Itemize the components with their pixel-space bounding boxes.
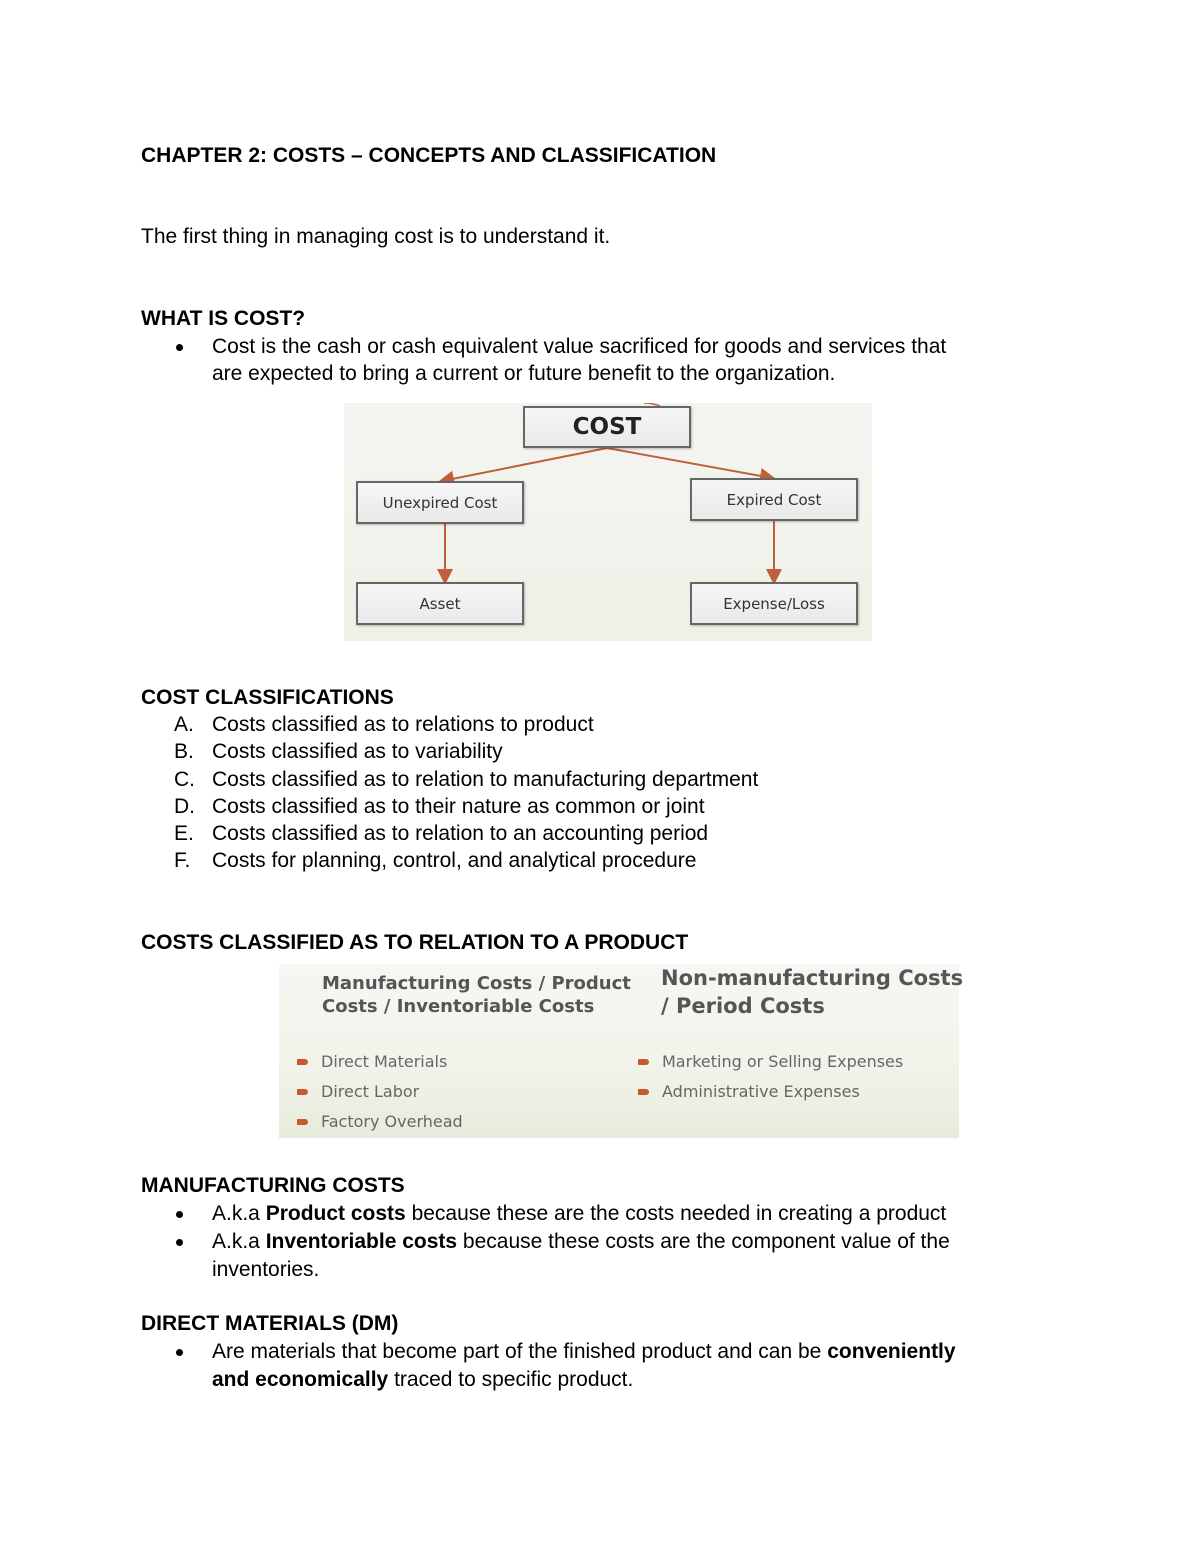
cost-diagram [344, 403, 872, 641]
text-run: traced to specific product. [388, 1368, 634, 1391]
list-marker: C. [174, 768, 195, 791]
list-item: Costs classified as to their nature as common or joint [212, 795, 705, 818]
inventoriable-costs-bullet-cont: inventories. [212, 1258, 320, 1281]
list-item: Costs for planning, control, and analytical procedure [212, 849, 697, 872]
text-run: because these are the costs needed in creating a product [405, 1202, 947, 1225]
list-marker: E. [174, 822, 194, 845]
list-item: Costs classified as to relation to an accounting period [212, 822, 709, 845]
text-run: because these costs are the component value of the [457, 1230, 950, 1253]
arrow-bullet-icon [638, 1089, 649, 1095]
expense-loss-box: Expense/Loss [690, 582, 858, 625]
emphasis-term: conveniently [827, 1340, 956, 1363]
cost-root-box: COST [523, 406, 691, 448]
cost-definition-line-1: Cost is the cash or cash equivalent value sacrificed for goods and services that [212, 335, 947, 358]
product-costs-term: Product costs [265, 1202, 406, 1225]
manufacturing-costs-title [322, 972, 631, 1018]
marketing-selling-item: Marketing or Selling Expenses [662, 1052, 904, 1071]
factory-overhead-item: Factory Overhead [321, 1112, 463, 1131]
list-marker: F. [174, 849, 191, 872]
bullet-icon [176, 1239, 183, 1246]
arrow-bullet-icon [297, 1089, 308, 1095]
inventoriable-costs-term: Inventoriable costs [265, 1230, 458, 1253]
direct-materials-item: Direct Materials [321, 1052, 448, 1071]
unexpired-cost-box: Unexpired Cost [356, 481, 524, 524]
bullet-icon [176, 1349, 183, 1356]
expired-cost-box: Expired Cost [690, 478, 858, 521]
non-manufacturing-costs-title [661, 964, 963, 1020]
arrow-bullet-icon [638, 1059, 649, 1065]
list-marker: A. [174, 713, 194, 736]
product-costs-slide [279, 964, 964, 1138]
manufacturing-title-line-2: Costs / Inventoriable Costs [322, 996, 595, 1017]
emphasis-term: and economically [212, 1368, 389, 1391]
administrative-item: Administrative Expenses [662, 1082, 860, 1101]
list-marker: D. [174, 795, 195, 818]
list-item: Costs classified as to relations to product [212, 713, 594, 736]
intro-text: The first thing in managing cost is to understand it. [141, 225, 611, 248]
inventoriable-costs-bullet [212, 1228, 950, 1256]
non-manufacturing-title-line-2: / Period Costs [661, 994, 825, 1018]
list-marker: B. [174, 740, 194, 763]
bullet-icon [176, 344, 183, 351]
direct-materials-line-2 [212, 1366, 633, 1394]
arrow-bullet-icon [297, 1119, 308, 1125]
direct-materials-line-1 [212, 1338, 956, 1366]
arrow-bullet-icon [297, 1059, 308, 1065]
list-item: Costs classified as to relation to manufacturing department [212, 768, 759, 791]
cost-definition-line-2: are expected to bring a current or future benefit to the organization. [212, 362, 836, 385]
non-manufacturing-title-line-1: Non-manufacturing Costs [661, 966, 964, 990]
list-item: Costs classified as to variability [212, 740, 503, 763]
what-is-cost-heading: WHAT IS COST? [141, 307, 306, 330]
relation-to-product-heading: COSTS CLASSIFIED AS TO RELATION TO A PRODUCT [141, 931, 689, 954]
text-run: A.k.a [212, 1230, 266, 1253]
direct-labor-item: Direct Labor [321, 1082, 420, 1101]
cost-classifications-heading: COST CLASSIFICATIONS [141, 686, 394, 709]
text-run: A.k.a [212, 1202, 266, 1225]
manufacturing-costs-heading: MANUFACTURING COSTS [141, 1174, 405, 1197]
asset-box: Asset [356, 582, 524, 625]
product-costs-bullet [212, 1200, 946, 1228]
manufacturing-title-line-1: Manufacturing Costs / Product [322, 973, 631, 994]
text-run: Are materials that become part of the finished product and can be [212, 1340, 828, 1363]
bullet-icon [176, 1211, 183, 1218]
page-title: CHAPTER 2: COSTS – CONCEPTS AND CLASSIFICATION [141, 144, 717, 167]
direct-materials-heading: DIRECT MATERIALS (DM) [141, 1312, 399, 1335]
